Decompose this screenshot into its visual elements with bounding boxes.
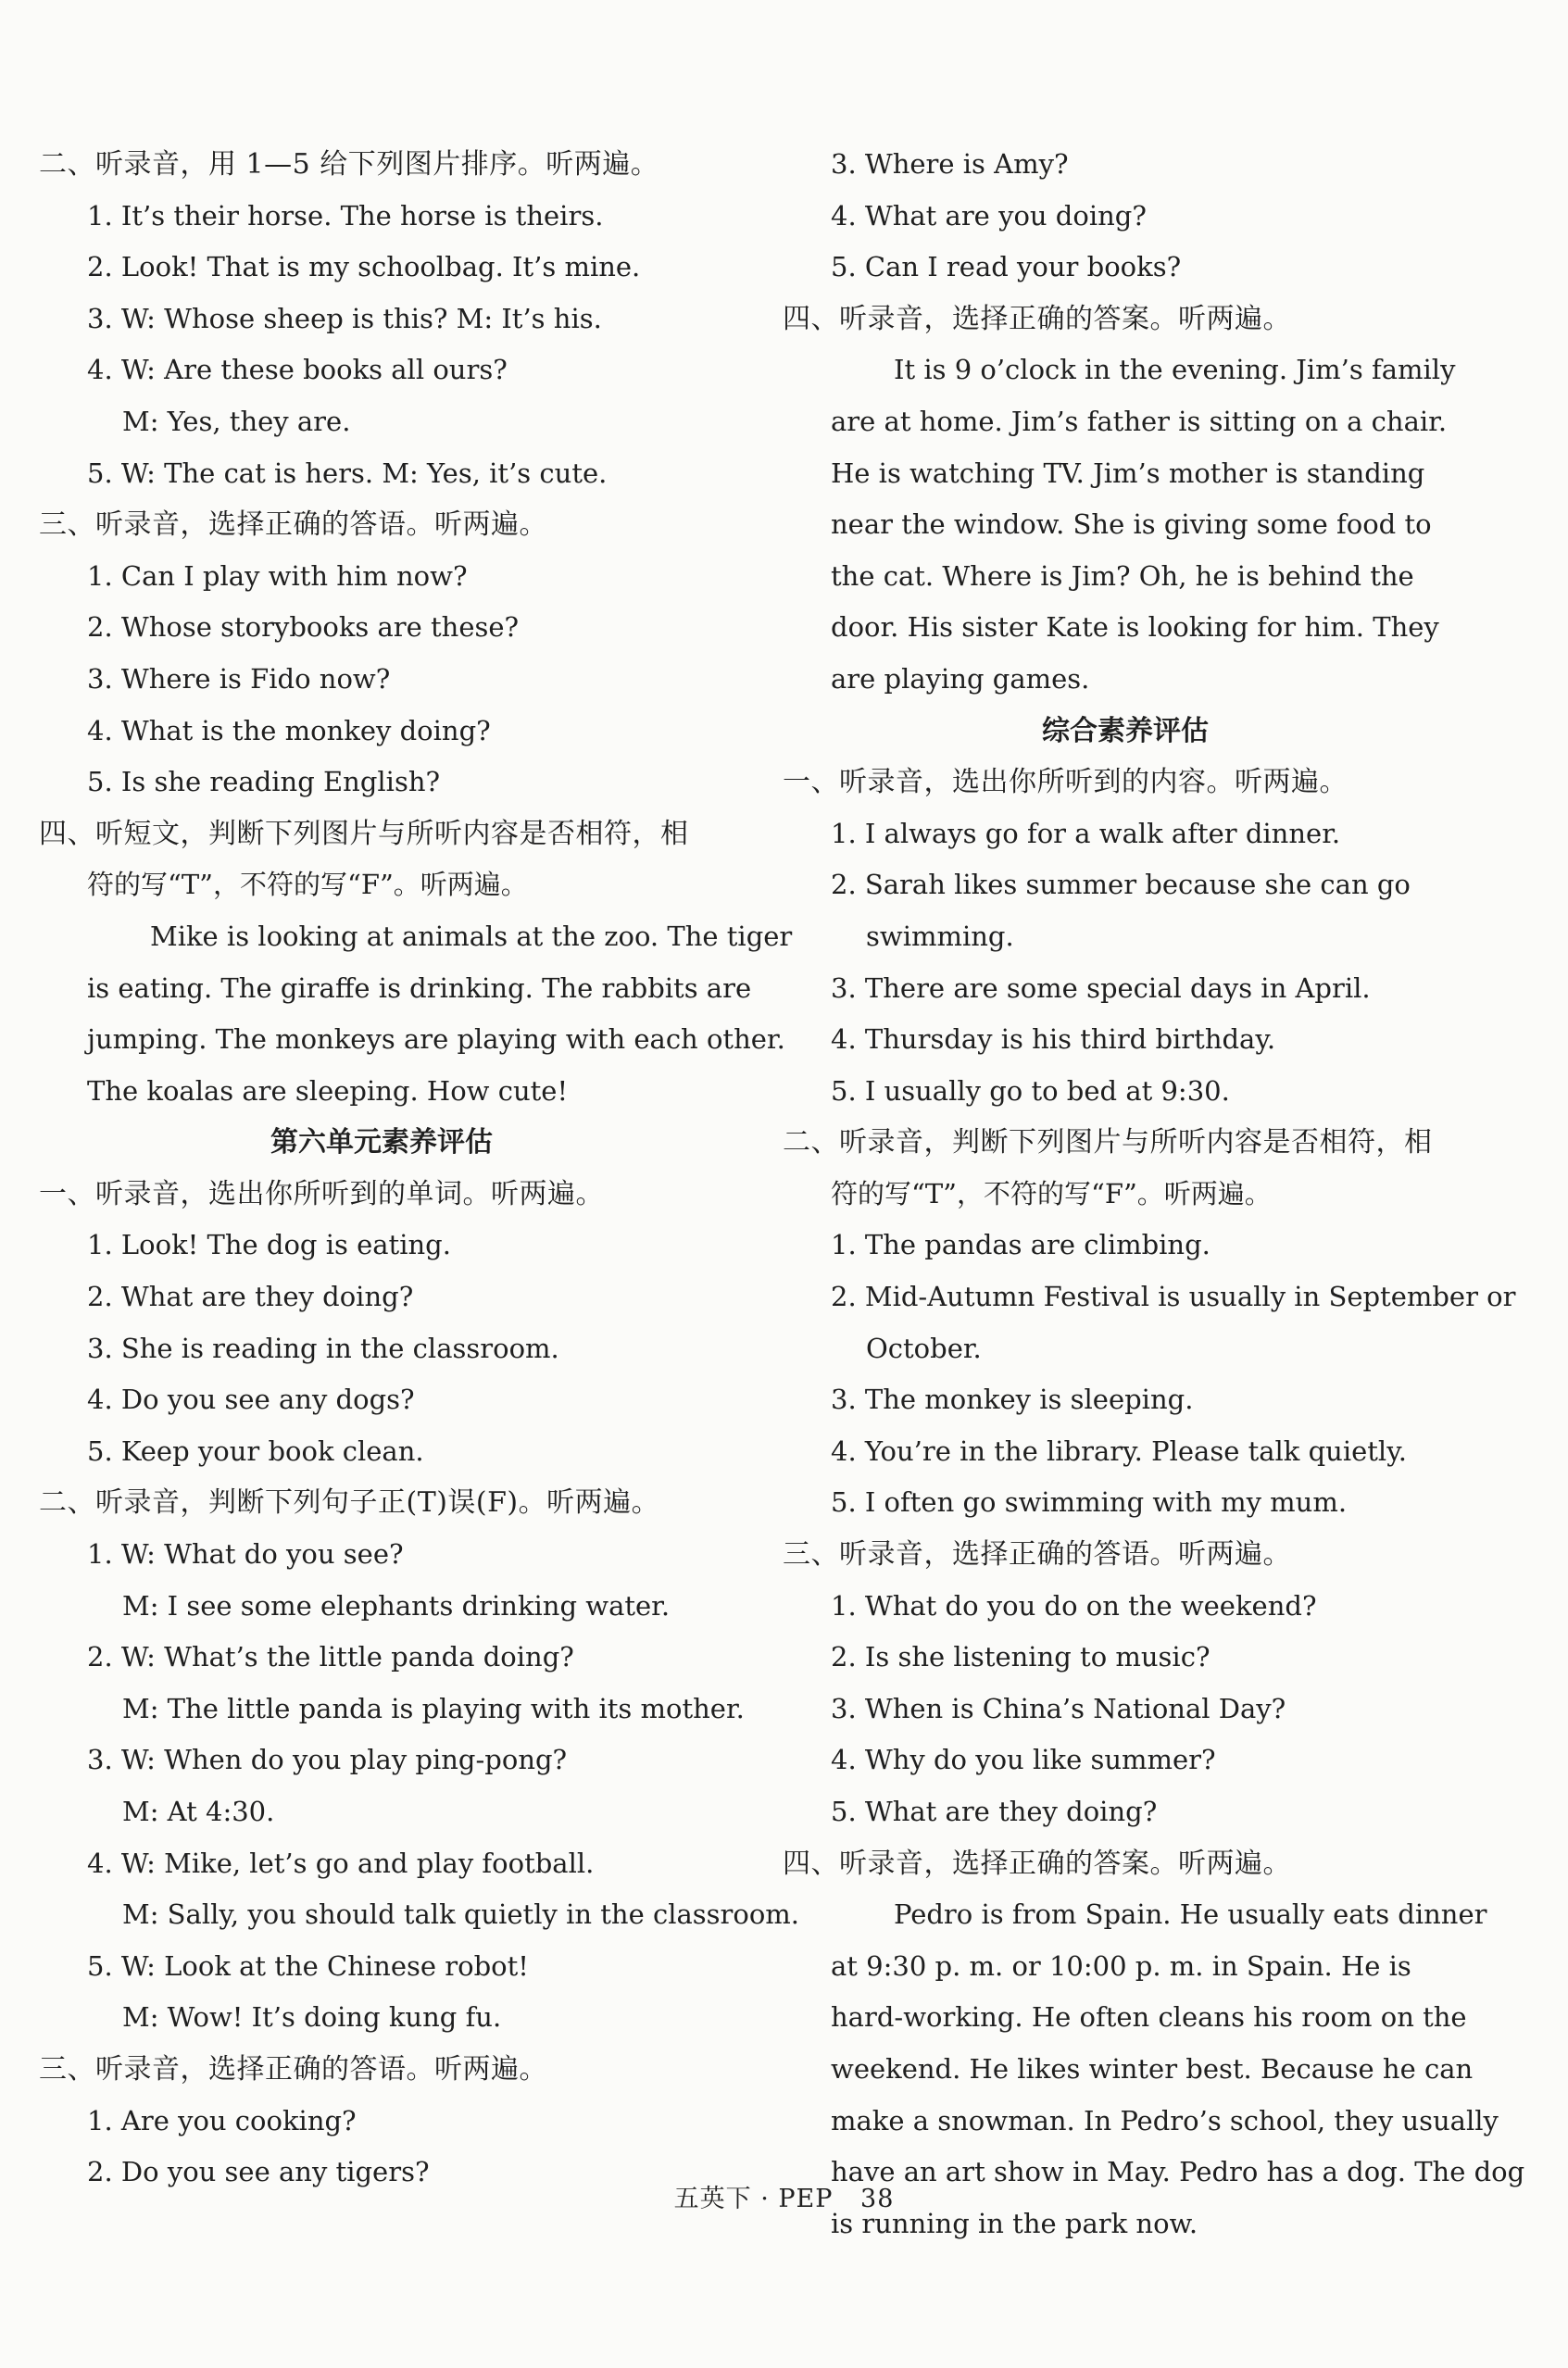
text-line: swimming.	[866, 920, 1014, 952]
text-line: 2. Look! That is my schoolbag. It’s mine.	[87, 251, 641, 283]
section-heading: 三、听录音，选择正确的答语。听两遍。	[39, 2052, 547, 2086]
text-line: 5. What are they doing?	[831, 1796, 1158, 1827]
passage-line: Pedro is from Spain. He usually eats dinner	[894, 1898, 1487, 1931]
text-line: 3. W: Whose sheep is this? M: It’s his.	[87, 302, 602, 334]
passage-line: It is 9 o’clock in the evening. Jim’s family	[894, 354, 1456, 386]
text-line: 1. Are you cooking?	[87, 2104, 357, 2136]
section-heading: 三、听录音，选择正确的答语。听两遍。	[39, 508, 547, 542]
passage-line: door. His sister Kate is looking for him. They	[831, 611, 1439, 644]
text-line: 4. W: Are these books all ours?	[87, 354, 508, 386]
text-line: 3. Where is Fido now?	[87, 662, 391, 695]
text-line: M: Yes, they are.	[122, 405, 351, 437]
passage-line: weekend. He likes winter best. Because he can	[831, 2052, 1474, 2085]
text-line: 2. What are they doing?	[87, 1281, 414, 1313]
text-line: 4. Why do you like summer?	[831, 1744, 1216, 1776]
text-line: 5. I usually go to bed at 9:30.	[831, 1074, 1230, 1107]
text-line: 符的写“T”，不符的写“F”。听两遍。	[831, 1177, 1272, 1209]
text-line: 5. Keep your book clean.	[87, 1435, 424, 1467]
passage-line: is running in the park now.	[831, 2207, 1198, 2239]
passage-line: hard-working. He often cleans his room on the	[831, 2001, 1467, 2034]
text-line: 1. Can I play with him now?	[87, 559, 468, 592]
text-line: 4. What are you doing?	[831, 199, 1147, 232]
text-line: M: I see some elephants drinking water.	[122, 1589, 671, 1622]
text-line: 1. What do you do on the weekend?	[831, 1589, 1317, 1622]
text-line: 1. I always go for a walk after dinner.	[831, 817, 1341, 849]
section-heading: 一、听录音，选出你所听到的内容。听两遍。	[783, 766, 1348, 799]
passage-line: jumping. The monkeys are playing with each other.	[87, 1023, 785, 1056]
section-heading: 四、听短文，判断下列图片与所听内容是否相符，相	[39, 817, 689, 850]
text-line: M: At 4:30.	[122, 1796, 275, 1827]
text-line: 2. Is she listening to music?	[831, 1641, 1210, 1673]
text-line: 3. Where is Amy?	[831, 148, 1069, 180]
section-heading: 二、听录音，判断下列句子正(T)误(F)。听两遍。	[39, 1486, 660, 1520]
left-column	[39, 139, 800, 2199]
text-line: 1. The pandas are climbing.	[831, 1229, 1210, 1261]
text-line: 3. When is China’s National Day?	[831, 1692, 1286, 1724]
section-heading: 二、听录音，判断下列图片与所听内容是否相符，相	[783, 1126, 1433, 1159]
passage-line: at 9:30 p. m. or 10:00 p. m. in Spain. He is	[831, 1949, 1411, 1982]
text-line: 5. I often go swimming with my mum.	[831, 1486, 1348, 1519]
text-line: 2. Sarah likes summer because she can go	[831, 869, 1411, 901]
passage-line: Mike is looking at animals at the zoo. The tiger	[150, 920, 793, 952]
text-line: M: The little panda is playing with its mother.	[122, 1692, 745, 1724]
text-line: 4. Thursday is his third birthday.	[831, 1023, 1276, 1056]
text-line: 1. W: What do you see?	[87, 1538, 404, 1571]
unit-title: 综合素养评估	[1042, 714, 1209, 747]
text-line: 2. Mid-Autumn Festival is usually in September or	[831, 1281, 1516, 1313]
text-line: 2. W: What’s the little panda doing?	[87, 1641, 574, 1673]
text-line: 1. It’s their horse. The horse is theirs.	[87, 199, 604, 232]
text-line: M: Sally, you should talk quietly in the classroom.	[122, 1898, 800, 1931]
section-heading: 四、听录音，选择正确的答案。听两遍。	[783, 302, 1291, 335]
passage-line: The koalas are sleeping. How cute!	[87, 1074, 569, 1107]
section-heading: 三、听录音，选择正确的答语。听两遍。	[783, 1538, 1291, 1572]
section-heading: 二、听录音，用 1—5 给下列图片排序。听两遍。	[39, 148, 659, 181]
text-line: 5. Is she reading English?	[87, 766, 441, 798]
text-line: 4. What is the monkey doing?	[87, 714, 491, 746]
text-line: 4. You’re in the library. Please talk quietly.	[831, 1435, 1407, 1467]
passage-line: make a snowman. In Pedro’s school, they usually	[831, 2104, 1499, 2136]
text-line: October.	[866, 1332, 982, 1364]
passage-line: He is watching TV. Jim’s mother is standing	[831, 457, 1425, 489]
page-footer	[0, 2178, 1568, 2214]
text-line: 3. The monkey is sleeping.	[831, 1384, 1194, 1416]
passage-line: the cat. Where is Jim? Oh, he is behind the	[831, 559, 1414, 592]
passage-line: have an art show in May. Pedro has a dog. The dog	[831, 2156, 1525, 2188]
page-number: 38	[860, 2185, 895, 2213]
text-line: 3. W: When do you play ping-pong?	[87, 1744, 568, 1776]
unit-title: 第六单元素养评估	[270, 1126, 493, 1159]
text-line: 4. W: Mike, let’s go and play football.	[87, 1847, 595, 1879]
passage-line: are playing games.	[831, 662, 1090, 695]
passage-line: is eating. The giraffe is drinking. The rabbits are	[87, 971, 752, 1004]
text-line: 5. Can I read your books?	[831, 251, 1182, 283]
text-line: 5. W: The cat is hers. M: Yes, it’s cute.	[87, 457, 608, 489]
text-line: 1. Look! The dog is eating.	[87, 1229, 451, 1261]
text-line: 2. Whose storybooks are these?	[87, 611, 520, 644]
text-line: 3. There are some special days in April.	[831, 971, 1371, 1004]
passage-line: are at home. Jim’s father is sitting on a chair.	[831, 405, 1448, 437]
text-line: M: Wow! It’s doing kung fu.	[122, 2001, 502, 2034]
passage-line: near the window. She is giving some food to	[831, 508, 1432, 541]
text-line: 符的写“T”，不符的写“F”。听两遍。	[87, 869, 528, 901]
text-line: 5. W: Look at the Chinese robot!	[87, 1949, 529, 1982]
book-label: 五英下 · PEP	[673, 2185, 834, 2213]
text-line: 3. She is reading in the classroom.	[87, 1332, 559, 1364]
section-heading: 一、听录音，选出你所听到的单词。听两遍。	[39, 1177, 604, 1210]
section-heading: 四、听录音，选择正确的答案。听两遍。	[783, 1847, 1291, 1880]
right-column	[783, 139, 1525, 2249]
text-line: 4. Do you see any dogs?	[87, 1384, 415, 1416]
text-line: 2. Do you see any tigers?	[87, 2156, 430, 2188]
